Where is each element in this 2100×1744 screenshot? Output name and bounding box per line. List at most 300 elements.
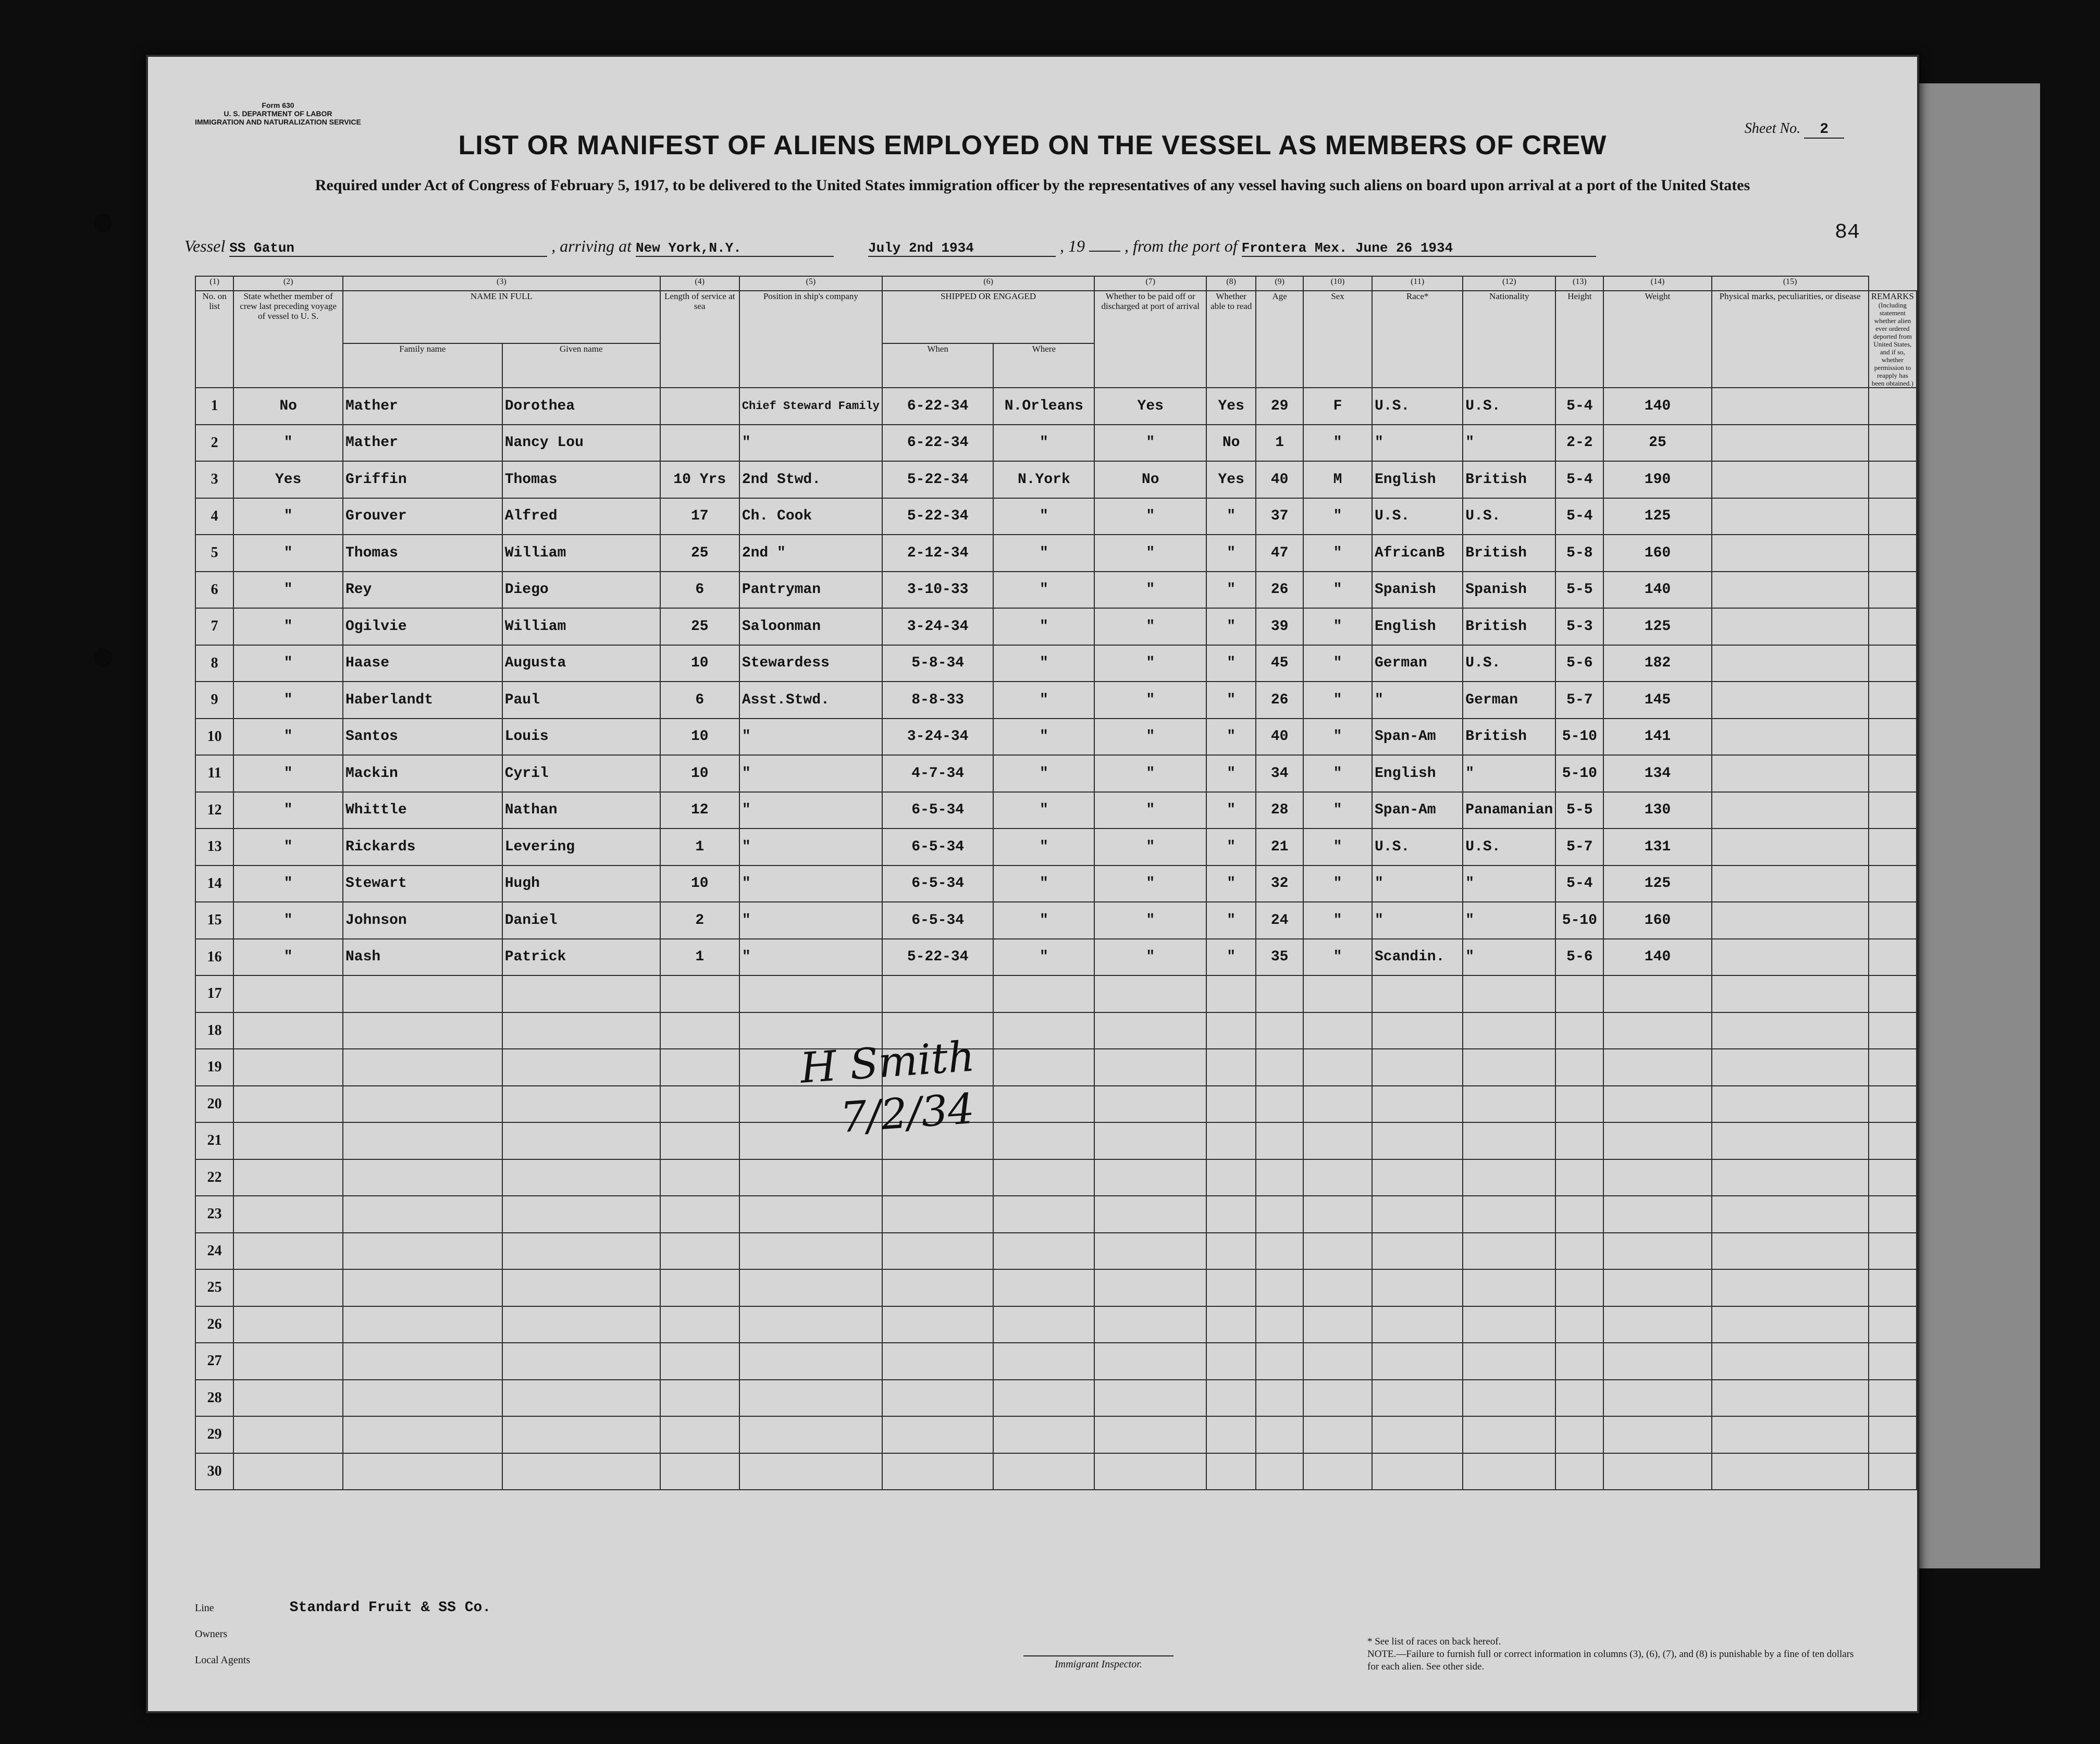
race-note: * See list of races on back hereof. — [1367, 1636, 1501, 1647]
shipped-when-cell: 6-5-34 — [882, 902, 994, 939]
position-cell — [739, 1416, 882, 1453]
entry-number-cell: 8 — [195, 645, 233, 682]
col-number: (1) — [195, 276, 233, 291]
height-cell — [1555, 1196, 1603, 1233]
shipped-when-cell: 4-7-34 — [882, 755, 994, 792]
remarks-cell — [1869, 1122, 1917, 1159]
paid-off-cell: No — [1094, 461, 1206, 498]
shipped-where-cell: " — [993, 645, 1094, 682]
shipped-where-cell — [993, 1159, 1094, 1196]
given-name-cell — [502, 1343, 660, 1380]
physical-marks-cell — [1712, 1269, 1869, 1306]
physical-marks-cell — [1712, 535, 1869, 572]
nationality-cell — [1463, 1086, 1555, 1123]
given-name-cell: Hugh — [502, 865, 660, 902]
family-name-cell — [343, 1049, 502, 1086]
service-length-cell: 10 — [660, 719, 739, 756]
col-number: (15) — [1712, 276, 1869, 291]
empty-row — [195, 1380, 1917, 1417]
weight-cell: 130 — [1603, 792, 1711, 829]
paid-off-cell: " — [1094, 608, 1206, 645]
age-cell — [1256, 1306, 1303, 1343]
line-value: Standard Fruit & SS Co. — [289, 1600, 491, 1616]
race-cell: " — [1372, 682, 1463, 719]
physical-marks-cell — [1712, 1416, 1869, 1453]
able-read-cell — [1206, 975, 1256, 1012]
service-length-cell: 17 — [660, 498, 739, 535]
service-length-cell — [660, 1269, 739, 1306]
sex-cell — [1303, 1159, 1372, 1196]
service-length-cell: 10 — [660, 865, 739, 902]
physical-marks-cell — [1712, 939, 1869, 976]
prev-voyage-cell: " — [233, 425, 343, 462]
physical-marks-cell — [1712, 425, 1869, 462]
empty-row — [195, 1012, 1917, 1049]
age-cell: 29 — [1256, 388, 1303, 425]
nationality-cell — [1463, 975, 1555, 1012]
weight-cell: 125 — [1603, 498, 1711, 535]
able-read-cell: Yes — [1206, 461, 1256, 498]
height-cell: 5-4 — [1555, 865, 1603, 902]
remarks-cell — [1869, 939, 1917, 976]
race-cell: " — [1372, 865, 1463, 902]
service-length-cell: 6 — [660, 572, 739, 609]
prev-voyage-cell — [233, 1086, 343, 1123]
physical-marks-cell — [1712, 608, 1869, 645]
age-cell — [1256, 1086, 1303, 1123]
race-cell — [1372, 1343, 1463, 1380]
nationality-cell: British — [1463, 719, 1555, 756]
family-name-cell: Thomas — [343, 535, 502, 572]
shipped-where-cell: " — [993, 865, 1094, 902]
family-name-cell: Haase — [343, 645, 502, 682]
given-name-cell — [502, 1049, 660, 1086]
height-cell — [1555, 1086, 1603, 1123]
race-cell — [1372, 1233, 1463, 1270]
physical-marks-cell — [1712, 1380, 1869, 1417]
race-cell — [1372, 1269, 1463, 1306]
weight-cell — [1603, 1159, 1711, 1196]
sex-cell: " — [1303, 865, 1372, 902]
weight-cell — [1603, 1196, 1711, 1233]
able-read-cell — [1206, 1453, 1256, 1490]
height-cell: 5-6 — [1555, 645, 1603, 682]
weight-cell: 131 — [1603, 828, 1711, 865]
sex-cell: " — [1303, 828, 1372, 865]
given-name-cell: Diego — [502, 572, 660, 609]
shipped-when-cell: 5-8-34 — [882, 645, 994, 682]
shipped-where-cell — [993, 975, 1094, 1012]
department-name: U. S. DEPARTMENT OF LABOR — [224, 109, 332, 118]
file-tab — [1915, 83, 2040, 1568]
weight-cell: 125 — [1603, 608, 1711, 645]
given-name-cell: Thomas — [502, 461, 660, 498]
year-label: , 19 — [1059, 237, 1085, 255]
col-number: (14) — [1603, 276, 1711, 291]
able-read-cell — [1206, 1086, 1256, 1123]
able-read-cell — [1206, 1196, 1256, 1233]
height-cell — [1555, 1159, 1603, 1196]
height-cell: 5-10 — [1555, 719, 1603, 756]
physical-marks-cell — [1712, 1453, 1869, 1490]
shipped-where-cell — [993, 1233, 1094, 1270]
sex-cell — [1303, 1122, 1372, 1159]
age-cell: 37 — [1256, 498, 1303, 535]
sex-cell: " — [1303, 719, 1372, 756]
race-cell: AfricanB — [1372, 535, 1463, 572]
service-name: IMMIGRATION AND NATURALIZATION SERVICE — [195, 118, 361, 126]
entry-number-cell: 29 — [195, 1416, 233, 1453]
able-read-cell: " — [1206, 939, 1256, 976]
height-cell: 5-4 — [1555, 498, 1603, 535]
height-cell — [1555, 1269, 1603, 1306]
prev-voyage-cell: " — [233, 792, 343, 829]
shipped-where-cell — [993, 1416, 1094, 1453]
given-name-cell: Cyril — [502, 755, 660, 792]
header-length-service: Length of service at sea — [660, 291, 739, 388]
remarks-title: REMARKS — [1871, 291, 1914, 301]
height-cell: 5-4 — [1555, 388, 1603, 425]
family-name-cell — [343, 1086, 502, 1123]
age-cell — [1256, 1049, 1303, 1086]
header-weight: Weight — [1603, 291, 1711, 388]
remarks-cell — [1869, 608, 1917, 645]
vessel-label: Vessel — [184, 237, 226, 255]
prev-voyage-cell: " — [233, 865, 343, 902]
shipped-where-cell — [993, 1196, 1094, 1233]
prev-voyage-cell: " — [233, 535, 343, 572]
position-cell: 2nd Stwd. — [739, 461, 882, 498]
col-number: (10) — [1303, 276, 1372, 291]
col-number: (6) — [882, 276, 1094, 291]
prev-voyage-cell: " — [233, 828, 343, 865]
entry-number-cell: 23 — [195, 1196, 233, 1233]
nationality-cell: British — [1463, 461, 1555, 498]
nationality-cell: " — [1463, 425, 1555, 462]
height-cell — [1555, 1012, 1603, 1049]
shipped-where-cell — [993, 1453, 1094, 1490]
race-cell: U.S. — [1372, 498, 1463, 535]
height-cell — [1555, 1416, 1603, 1453]
paid-off-cell — [1094, 1049, 1206, 1086]
shipped-when-cell: 8-8-33 — [882, 682, 994, 719]
prev-voyage-cell: Yes — [233, 461, 343, 498]
family-name-cell: Stewart — [343, 865, 502, 902]
given-name-cell: Alfred — [502, 498, 660, 535]
entry-number-cell: 4 — [195, 498, 233, 535]
height-cell: 5-6 — [1555, 939, 1603, 976]
sex-cell: " — [1303, 425, 1372, 462]
prev-voyage-cell: " — [233, 645, 343, 682]
shipped-where-cell: " — [993, 792, 1094, 829]
paid-off-cell — [1094, 1122, 1206, 1159]
service-length-cell — [660, 975, 739, 1012]
crew-row — [195, 608, 1917, 645]
able-read-cell — [1206, 1416, 1256, 1453]
paid-off-cell: " — [1094, 645, 1206, 682]
prev-voyage-cell — [233, 1196, 343, 1233]
service-length-cell — [660, 1416, 739, 1453]
race-cell — [1372, 1086, 1463, 1123]
service-length-cell — [660, 1159, 739, 1196]
paid-off-cell — [1094, 1233, 1206, 1270]
voyage-line — [184, 237, 1596, 257]
able-read-cell — [1206, 1049, 1256, 1086]
crew-row — [195, 865, 1917, 902]
family-name-cell: Ogilvie — [343, 608, 502, 645]
given-name-cell: Augusta — [502, 645, 660, 682]
height-cell: 5-7 — [1555, 828, 1603, 865]
sex-cell: " — [1303, 535, 1372, 572]
age-cell: 35 — [1256, 939, 1303, 976]
empty-row — [195, 1049, 1917, 1086]
sex-cell — [1303, 1233, 1372, 1270]
given-name-cell: Dorothea — [502, 388, 660, 425]
crew-row — [195, 682, 1917, 719]
physical-marks-cell — [1712, 1343, 1869, 1380]
header-nationality: Nationality — [1463, 291, 1555, 388]
shipped-where-cell: " — [993, 682, 1094, 719]
col-number: (7) — [1094, 276, 1206, 291]
paid-off-cell: " — [1094, 498, 1206, 535]
weight-cell — [1603, 1453, 1711, 1490]
entry-number-cell: 11 — [195, 755, 233, 792]
entry-number-cell: 15 — [195, 902, 233, 939]
position-cell — [739, 1233, 882, 1270]
prev-voyage-cell — [233, 1269, 343, 1306]
empty-row — [195, 1306, 1917, 1343]
service-length-cell: 6 — [660, 682, 739, 719]
arrival-date-field: July 2nd 1934 — [868, 240, 1056, 257]
crew-row — [195, 498, 1917, 535]
nationality-cell: U.S. — [1463, 498, 1555, 535]
service-length-cell — [660, 425, 739, 462]
weight-cell: 160 — [1603, 535, 1711, 572]
family-name-cell: Haberlandt — [343, 682, 502, 719]
height-cell: 5-10 — [1555, 755, 1603, 792]
service-length-cell — [660, 1196, 739, 1233]
family-name-cell — [343, 1269, 502, 1306]
from-port-label: , from the port of — [1124, 237, 1238, 255]
race-cell — [1372, 1122, 1463, 1159]
physical-marks-cell — [1712, 1012, 1869, 1049]
remarks-cell — [1869, 975, 1917, 1012]
able-read-cell: " — [1206, 608, 1256, 645]
age-cell: 45 — [1256, 645, 1303, 682]
entry-number-cell: 14 — [195, 865, 233, 902]
paid-off-cell: " — [1094, 828, 1206, 865]
shipped-where-cell — [993, 1086, 1094, 1123]
age-cell — [1256, 1196, 1303, 1233]
remarks-cell — [1869, 719, 1917, 756]
handwritten-page-number: 84 — [1834, 221, 1860, 244]
entry-number-cell: 6 — [195, 572, 233, 609]
prev-voyage-cell — [233, 1159, 343, 1196]
header-family-name: Family name — [343, 343, 502, 388]
empty-row — [195, 1159, 1917, 1196]
able-read-cell: " — [1206, 682, 1256, 719]
header-name-in-full: NAME IN FULL — [343, 291, 660, 343]
owners-label: Owners — [195, 1628, 228, 1640]
race-cell: Scandin. — [1372, 939, 1463, 976]
nationality-cell: British — [1463, 535, 1555, 572]
manifest-sheet — [146, 55, 1919, 1713]
remarks-cell — [1869, 1159, 1917, 1196]
shipped-where-cell — [993, 1343, 1094, 1380]
paid-off-cell: " — [1094, 719, 1206, 756]
weight-cell — [1603, 975, 1711, 1012]
header-remarks — [1869, 291, 1917, 388]
shipped-when-cell: 6-5-34 — [882, 792, 994, 829]
given-name-cell: William — [502, 535, 660, 572]
service-length-cell: 1 — [660, 828, 739, 865]
able-read-cell — [1206, 1122, 1256, 1159]
height-cell: 5-7 — [1555, 682, 1603, 719]
shipped-when-cell: 6-5-34 — [882, 865, 994, 902]
family-name-cell — [343, 1122, 502, 1159]
paid-off-cell: Yes — [1094, 388, 1206, 425]
entry-number-cell: 17 — [195, 975, 233, 1012]
entry-number-cell: 25 — [195, 1269, 233, 1306]
shipped-where-cell: " — [993, 425, 1094, 462]
weight-cell: 140 — [1603, 572, 1711, 609]
age-cell — [1256, 1159, 1303, 1196]
empty-row — [195, 1269, 1917, 1306]
service-length-cell: 10 — [660, 755, 739, 792]
able-read-cell — [1206, 1159, 1256, 1196]
age-cell: 21 — [1256, 828, 1303, 865]
age-cell: 47 — [1256, 535, 1303, 572]
shipped-where-cell — [993, 1269, 1094, 1306]
position-cell: " — [739, 939, 882, 976]
able-read-cell: " — [1206, 498, 1256, 535]
header-when: When — [882, 343, 994, 388]
family-name-cell — [343, 1012, 502, 1049]
document-subtitle: Required under Act of Congress of February 5, 1917, to be delivered to the United States immigration officer by the representatives of any vessel having such aliens on board upon arrival at a port of the United States — [315, 177, 1750, 194]
shipped-where-cell — [993, 1049, 1094, 1086]
service-length-cell: 25 — [660, 608, 739, 645]
paid-off-cell — [1094, 1380, 1206, 1417]
shipped-when-cell: 6-5-34 — [882, 828, 994, 865]
race-cell: English — [1372, 608, 1463, 645]
header-age: Age — [1256, 291, 1303, 388]
nationality-cell: " — [1463, 902, 1555, 939]
sex-cell: " — [1303, 682, 1372, 719]
arriving-label: , arriving at — [551, 237, 632, 255]
shipped-where-cell — [993, 1380, 1094, 1417]
shipped-when-cell — [882, 1380, 994, 1417]
nationality-cell: U.S. — [1463, 828, 1555, 865]
given-name-cell: Patrick — [502, 939, 660, 976]
shipped-where-cell: " — [993, 608, 1094, 645]
age-cell: 34 — [1256, 755, 1303, 792]
able-read-cell — [1206, 1233, 1256, 1270]
shipped-where-cell: " — [993, 572, 1094, 609]
entry-number-cell: 19 — [195, 1049, 233, 1086]
position-cell — [739, 1306, 882, 1343]
shipped-when-cell: 5-22-34 — [882, 461, 994, 498]
nationality-cell: U.S. — [1463, 388, 1555, 425]
age-cell — [1256, 1380, 1303, 1417]
entry-number-cell: 24 — [195, 1233, 233, 1270]
age-cell — [1256, 1416, 1303, 1453]
height-cell — [1555, 975, 1603, 1012]
position-cell: Asst.Stwd. — [739, 682, 882, 719]
race-cell — [1372, 1416, 1463, 1453]
weight-cell: 145 — [1603, 682, 1711, 719]
physical-marks-cell — [1712, 572, 1869, 609]
remarks-note: (Including statement whether alien ever ordered deported from United States, and if so, whether permission to reapply has been obtained.) — [1871, 301, 1913, 387]
family-name-cell — [343, 1196, 502, 1233]
header-given-name: Given name — [502, 343, 660, 388]
crew-row — [195, 792, 1917, 829]
age-cell — [1256, 1233, 1303, 1270]
prev-voyage-cell — [233, 1306, 343, 1343]
weight-cell — [1603, 1380, 1711, 1417]
physical-marks-cell — [1712, 1086, 1869, 1123]
sex-cell — [1303, 1343, 1372, 1380]
prev-voyage-cell — [233, 1049, 343, 1086]
paid-off-cell: " — [1094, 902, 1206, 939]
race-cell: U.S. — [1372, 388, 1463, 425]
header-where: Where — [993, 343, 1094, 388]
position-cell: " — [739, 425, 882, 462]
remarks-cell — [1869, 1380, 1917, 1417]
physical-marks-cell — [1712, 719, 1869, 756]
given-name-cell — [502, 1269, 660, 1306]
paid-off-cell — [1094, 1012, 1206, 1049]
service-length-cell — [660, 1306, 739, 1343]
entry-number-cell: 1 — [195, 388, 233, 425]
shipped-where-cell: " — [993, 719, 1094, 756]
sex-cell: " — [1303, 572, 1372, 609]
form-identifier — [195, 101, 361, 126]
sex-cell: " — [1303, 608, 1372, 645]
footer-note — [1367, 1636, 1862, 1673]
weight-cell — [1603, 1269, 1711, 1306]
physical-marks-cell — [1712, 975, 1869, 1012]
age-cell — [1256, 1343, 1303, 1380]
col-number: (5) — [739, 276, 882, 291]
col-number: (12) — [1463, 276, 1555, 291]
signature-name: H Smith — [798, 1032, 977, 1093]
prev-voyage-cell: " — [233, 498, 343, 535]
able-read-cell: Yes — [1206, 388, 1256, 425]
given-name-cell: Nathan — [502, 792, 660, 829]
given-name-cell — [502, 1012, 660, 1049]
weight-cell — [1603, 1233, 1711, 1270]
family-name-cell: Mackin — [343, 755, 502, 792]
sex-cell: " — [1303, 902, 1372, 939]
paid-off-cell: " — [1094, 939, 1206, 976]
given-name-cell — [502, 1306, 660, 1343]
position-cell: " — [739, 828, 882, 865]
paid-off-cell — [1094, 1343, 1206, 1380]
race-cell: U.S. — [1372, 828, 1463, 865]
col-number: (2) — [233, 276, 343, 291]
height-cell — [1555, 1453, 1603, 1490]
shipped-when-cell: 3-24-34 — [882, 719, 994, 756]
paid-off-cell — [1094, 1306, 1206, 1343]
shipped-when-cell: 6-22-34 — [882, 388, 994, 425]
service-length-cell: 2 — [660, 902, 739, 939]
family-name-cell — [343, 1159, 502, 1196]
paid-off-cell — [1094, 1453, 1206, 1490]
empty-row — [195, 1196, 1917, 1233]
nationality-cell: Spanish — [1463, 572, 1555, 609]
remarks-cell — [1869, 572, 1917, 609]
age-cell: 39 — [1256, 608, 1303, 645]
